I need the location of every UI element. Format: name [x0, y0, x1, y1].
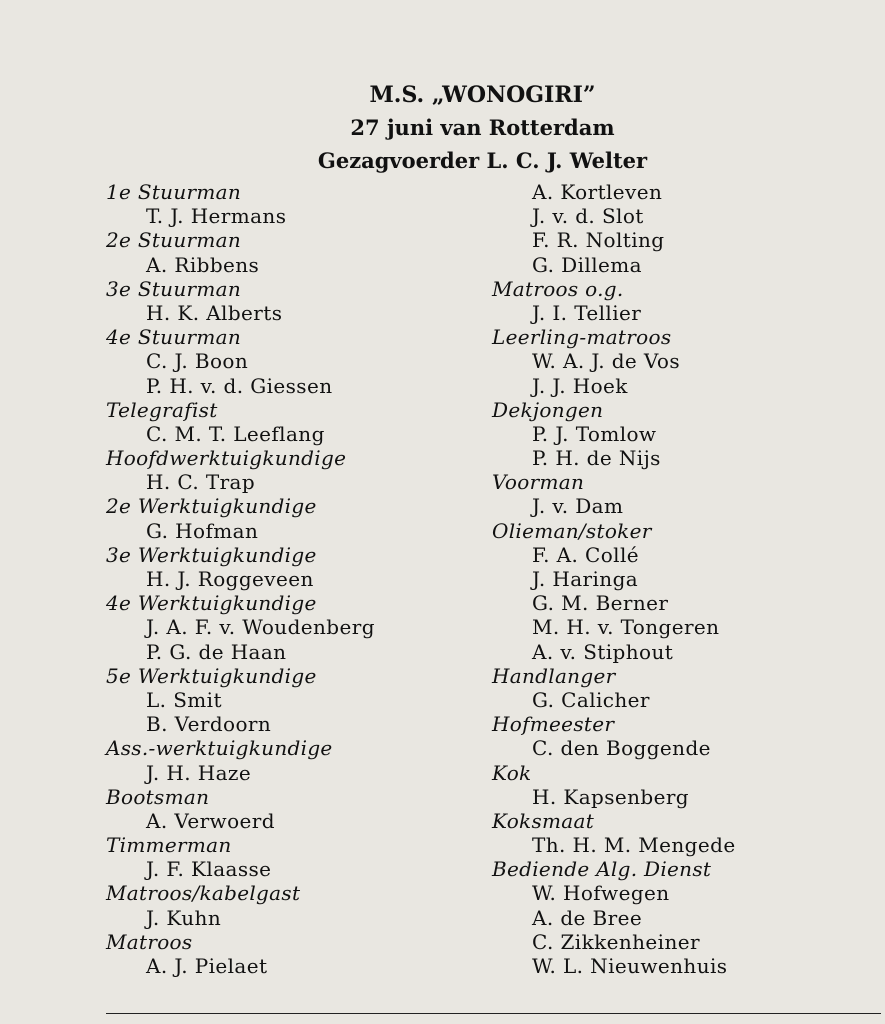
crew-member-name: J. A. F. v. Woudenberg — [146, 615, 375, 640]
crew-role-heading: Bediende Alg. Dienst — [492, 857, 712, 882]
crew-member-name: Th. H. M. Mengede — [532, 833, 736, 858]
crew-member-name: A. Verwoerd — [146, 808, 275, 833]
crew-role-heading: Timmerman — [106, 833, 232, 858]
crew-member-name: J. v. d. Slot — [532, 204, 644, 229]
crew-role-heading: Bootsman — [106, 784, 210, 809]
crew-role-heading: Leerling-matroos — [492, 325, 672, 350]
crew-member-name: J. Kuhn — [146, 905, 222, 930]
crew-list-right-column — [492, 180, 852, 978]
crew-member-name: P. H. de Nijs — [532, 446, 661, 471]
crew-member-name: P. H. v. d. Giessen — [146, 373, 333, 398]
crew-role-heading: Matroos/kabelgast — [106, 881, 301, 906]
crew-role-heading: 5e Werktuigkundige — [106, 663, 317, 688]
crew-role-heading: 3e Werktuigkundige — [106, 542, 317, 567]
departure-line: 27 juni van Rotterdam — [350, 115, 615, 140]
crew-role-heading: Ass.-werktuigkundige — [106, 736, 333, 761]
crew-role-heading: Voorman — [492, 470, 585, 495]
crew-member-name: G. Hofman — [146, 518, 259, 543]
crew-member-name: C. M. T. Leeflang — [146, 421, 325, 446]
crew-member-name: W. L. Nieuwenhuis — [532, 954, 728, 978]
crew-role-heading: 4e Werktuigkundige — [106, 591, 317, 616]
crew-member-name: A. de Bree — [532, 905, 643, 930]
crew-member-name: A. v. Stiphout — [532, 639, 674, 664]
ship-name: M.S. „WONOGIRI” — [369, 82, 596, 108]
crew-member-name: M. H. v. Tongeren — [532, 615, 720, 640]
crew-member-name: G. Calicher — [532, 687, 650, 712]
crew-member-name: G. M. Berner — [532, 591, 669, 616]
crew-member-name: A. Kortleven — [532, 180, 663, 204]
crew-role-heading: Matroos o.g. — [492, 276, 624, 301]
crew-member-name: H. J. Roggeveen — [146, 567, 314, 591]
crew-role-heading: Handlanger — [492, 663, 616, 688]
crew-member-name: A. J. Pielaet — [146, 954, 268, 978]
crew-role-heading: Hofmeester — [492, 712, 615, 737]
crew-member-name: L. Smit — [146, 687, 222, 712]
crew-role-heading: 1e Stuurman — [106, 180, 242, 204]
crew-member-name: C. J. Boon — [146, 349, 249, 374]
crew-role-heading: 3e Stuurman — [106, 276, 242, 301]
crew-member-name: H. Kapsenberg — [532, 784, 690, 809]
crew-member-name: T. J. Hermans — [146, 204, 287, 229]
crew-member-name: H. C. Trap — [146, 470, 256, 495]
crew-member-name: C. Zikkenheiner — [532, 929, 700, 954]
crew-role-heading: Koksmaat — [492, 808, 595, 833]
crew-role-heading: 2e Werktuigkundige — [106, 494, 317, 519]
crew-member-name: J. H. Haze — [146, 760, 252, 785]
crew-member-name: J. I. Tellier — [532, 300, 642, 325]
crew-member-name: P. G. de Haan — [146, 639, 287, 664]
crew-member-name: C. den Boggende — [532, 736, 711, 761]
crew-role-heading: 2e Stuurman — [106, 228, 242, 253]
crew-member-name: B. Verdoorn — [146, 712, 272, 737]
crew-list-left-column — [106, 180, 476, 978]
crew-member-name: G. Dillema — [532, 252, 642, 277]
crew-role-heading: Dekjongen — [492, 397, 604, 422]
bottom-divider — [106, 1013, 881, 1014]
crew-member-name: W. Hofwegen — [532, 881, 670, 906]
crew-member-name: J. Haringa — [532, 567, 639, 591]
crew-member-name: J. v. Dam — [532, 494, 624, 519]
crew-role-heading: Olieman/stoker — [492, 518, 652, 543]
crew-member-name: A. Ribbens — [146, 252, 260, 277]
crew-member-name: J. J. Hoek — [532, 373, 628, 398]
crew-member-name: W. A. J. de Vos — [532, 349, 681, 374]
crew-role-heading: Telegrafist — [106, 397, 218, 422]
crew-member-name: F. R. Nolting — [532, 228, 665, 253]
crew-member-name: F. A. Collé — [532, 542, 640, 567]
crew-role-heading: Hoofdwerktuigkundige — [106, 446, 347, 471]
crew-member-name: P. J. Tomlow — [532, 421, 657, 446]
crew-role-heading: 4e Stuurman — [106, 325, 242, 350]
crew-role-heading: Kok — [492, 760, 532, 785]
crew-member-name: J. F. Klaasse — [146, 857, 272, 882]
crew-member-name: H. K. Alberts — [146, 300, 283, 325]
captain-line: Gezagvoerder L. C. J. Welter — [317, 148, 648, 173]
crew-role-heading: Matroos — [106, 929, 193, 954]
